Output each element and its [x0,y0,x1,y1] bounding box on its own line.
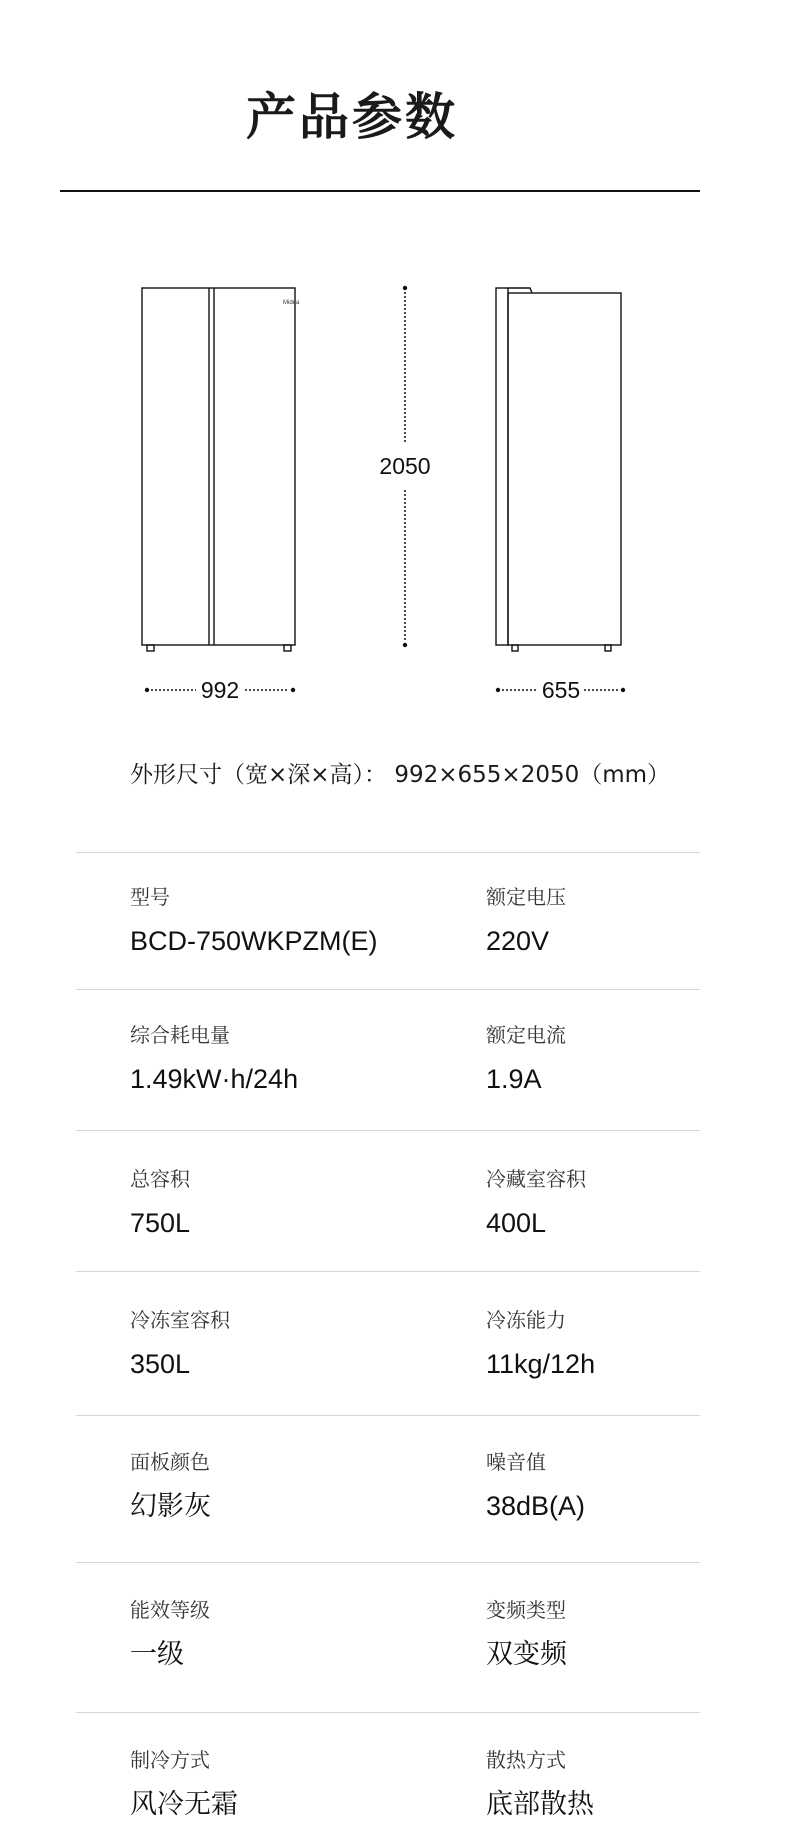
spec-value: 400L [486,1208,547,1238]
spec-cell [486,1021,566,1097]
spec-row [76,1130,700,1271]
title-divider [60,190,700,192]
spec-cell [486,1596,567,1672]
spec-cell [130,1165,190,1241]
spec-value: 风冷无霜 [130,1789,238,1819]
spec-label: 噪音值 [486,1450,546,1474]
spec-label: 综合耗电量 [130,1023,230,1047]
spec-value: 220V [486,926,550,956]
spec-value: 底部散热 [486,1789,594,1819]
fridge-side-view [496,288,621,651]
brand-logo: Midea [283,300,300,306]
spec-row [76,989,700,1130]
spec-label: 冷冻能力 [486,1308,566,1332]
spec-value: 750L [130,1208,191,1238]
spec-row [76,852,700,989]
spec-value: 1.9A [486,1064,542,1094]
spec-value: 1.49kW·h/24h [130,1064,299,1094]
spec-row [76,1415,700,1562]
spec-value: 38dB(A) [486,1491,586,1521]
depth-value: 655 [541,677,581,703]
spec-cell [130,1306,230,1382]
spec-value: 幻影灰 [130,1491,211,1521]
spec-cell [130,1448,211,1524]
page-title: 产品参数 [246,88,458,146]
spec-label: 型号 [130,885,170,909]
spec-cell [486,1746,594,1822]
spec-value: 双变频 [486,1639,567,1669]
spec-value: BCD-750WKPZM(E) [130,926,378,956]
spec-cell [130,1021,298,1097]
width-dimension [145,677,295,703]
dimension-drawing [120,280,660,720]
spec-label: 变频类型 [486,1598,566,1622]
spec-row [76,1562,700,1712]
spec-value: 11kg/12h [486,1349,596,1379]
spec-value: 一级 [130,1639,184,1669]
spec-cell [486,1448,585,1524]
spec-label: 总容积 [130,1167,190,1191]
spec-value: 350L [130,1349,191,1379]
spec-label: 面板颜色 [130,1450,210,1474]
spec-label: 能效等级 [130,1598,210,1622]
spec-cell [130,1746,238,1822]
depth-dimension [496,677,625,703]
spec-label: 散热方式 [486,1748,566,1772]
fridge-front-view [142,288,295,651]
spec-table [76,852,700,1841]
height-dimension [379,286,430,647]
overall-dimensions: 外形尺寸（宽×深×高）： 992×655×2050（mm） [130,762,671,788]
width-value: 992 [200,677,240,703]
spec-cell [130,883,378,959]
spec-cell [486,883,566,959]
spec-cell [486,1165,586,1241]
spec-label: 额定电压 [486,885,566,909]
spec-label: 冷冻室容积 [130,1308,230,1332]
spec-label: 制冷方式 [130,1748,210,1772]
spec-row [76,1271,700,1415]
spec-label: 冷藏室容积 [486,1167,586,1191]
height-value: 2050 [379,453,431,479]
spec-label: 额定电流 [486,1023,566,1047]
spec-cell [130,1596,210,1672]
spec-cell [486,1306,595,1382]
spec-row [76,1712,700,1841]
